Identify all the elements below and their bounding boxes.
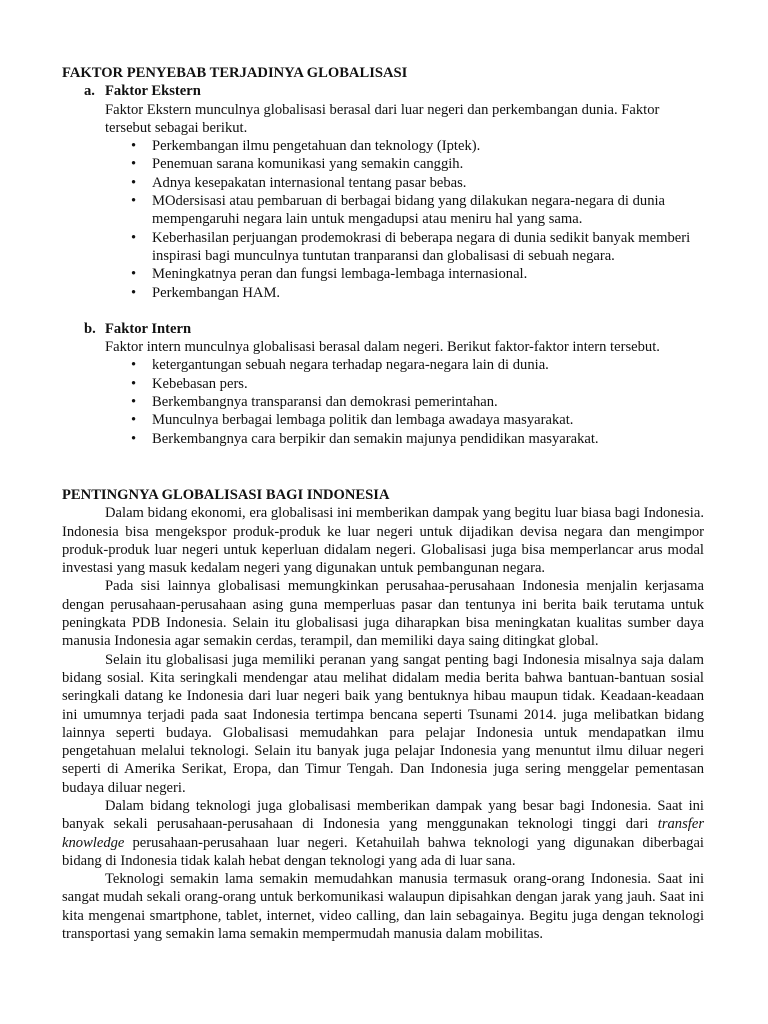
list-item: • Kebebasan pers. bbox=[131, 375, 248, 392]
list-item: • Adnya kesepakatan internasional tentang pasar bebas. bbox=[131, 174, 467, 191]
subheading-letter: a. bbox=[84, 83, 95, 100]
bullet-icon: • bbox=[131, 266, 137, 283]
list-item: • Perkembangan HAM. bbox=[131, 284, 281, 301]
list-item: • Penemuan sarana komunikasi yang semakin canggih. bbox=[131, 156, 464, 173]
ekstern-intro: Faktor Ekstern munculnya globalisasi berasal dari luar negeri dan perkembangan dunia. Faktor tersebut sebagai berikut. bbox=[105, 101, 660, 136]
subheading-letter: b. bbox=[84, 320, 96, 337]
paragraph-kerjasama: Pada sisi lainnya globalisasi memungkinkan perusahaa-perusahaan Indonesia menjalin kerjasama dengan perusahaan-perusahaan asing guna memperluas pasar dan tentunya ini berita baik terutama untuk peningkata PDB Indonesia. Selain itu globalisasi juga diharapkan bisa meningkatan kualitas sumber daya manusia Indonesia agar semakin cerdas, terampil, dan memiliki daya saing ditingkat global. bbox=[62, 578, 704, 650]
bullet-icon: • bbox=[131, 394, 137, 411]
paragraph-komunikasi: Teknologi semakin lama semakin memudahkan manusia termasuk orang-orang Indonesia. Saat ini sangat mudah sekali orang-orang untuk berkomunikasi walaupun dipisahkan dengan jarak yang jauh. Saat ini kita mengenai smartphone, tablet, internet, video calling, dan lain sebagainya. Begitu juga dengan teknologi transportasi yang semakin lama semakin mempermudah manusia dalam mobilitas. bbox=[62, 871, 704, 943]
ekstern-list bbox=[105, 137, 704, 302]
list-item: • Keberhasilan perjuangan prodemokrasi di beberapa negara di dunia sedikit banyak memberi inspirasi bagi munculnya tuntutan tranparansi dan globalisasi di sebuah negara. bbox=[131, 229, 691, 264]
paragraph-ekonomi: Dalam bidang ekonomi, era globalisasi ini memberikan dampak yang begitu luar biasa bagi Indonesia. Indonesia bisa mengekspor produk-produk ke luar negeri untuk dijadikan devisa negara dan mengimpor produk-produk luar negeri untuk keperluan didalam negeri. Globalisasi juga bisa memperlancar arus modal investasi yang masuk kedalam negeri yang digunakan untuk pembangunan negara. bbox=[62, 505, 704, 577]
bullet-icon: • bbox=[131, 412, 137, 429]
bullet-icon: • bbox=[131, 430, 137, 447]
spacer bbox=[62, 448, 704, 467]
bullet-icon: • bbox=[131, 156, 137, 173]
list-item: • Meningkatnya peran dan fungsi lembaga-lembaga internasional. bbox=[131, 266, 528, 283]
subheading-ekstern bbox=[84, 82, 704, 100]
list-item: • Berkembangnya cara berpikir dan semakin majunya pendidikan masyarakat. bbox=[131, 430, 599, 447]
document-page bbox=[62, 64, 704, 943]
list-item: • Munculnya berbagai lembaga politik dan lembaga awadaya masyarakat. bbox=[131, 412, 574, 429]
bullet-icon: • bbox=[131, 138, 137, 155]
bullet-icon: • bbox=[131, 357, 137, 374]
bullet-icon: • bbox=[131, 284, 137, 301]
intern-list bbox=[105, 356, 704, 447]
list-item: • Berkembangnya transparansi dan demokrasi pemerintahan. bbox=[131, 394, 498, 411]
list-item: • Perkembangan ilmu pengetahuan dan teknology (Iptek). bbox=[131, 138, 481, 155]
spacer bbox=[62, 467, 704, 486]
italic-term: transfer knowledge bbox=[62, 816, 704, 851]
section-title-pentingnya: PENTINGNYA GLOBALISASI BAGI INDONESIA bbox=[62, 486, 390, 503]
bullet-icon: • bbox=[131, 229, 137, 246]
list-item: • ketergantungan sebuah negara terhadap negara-negara lain di dunia. bbox=[131, 357, 549, 374]
subheading-text: Faktor Ekstern bbox=[105, 83, 201, 100]
spacer bbox=[62, 302, 704, 320]
intern-intro: Faktor intern munculnya globalisasi berasal dalam negeri. Berikut faktor-faktor intern tersebut. bbox=[105, 339, 660, 356]
paragraph-teknologi: Dalam bidang teknologi juga globalisasi memberikan dampak yang besar bagi Indonesia. Saat ini banyak sekali perusahaan-perusahaan di Indonesia yang menggunakan teknologi tinggi dari transfer knowledge perusahaan-perusahaan luar negeri. Ketahuilah bahwa teknologi yang digunakan diberbagai bidang di Indonesia tidak kalah hebat dengan teknologi yang ada di luar sana. bbox=[62, 797, 704, 869]
subheading-intern bbox=[84, 320, 704, 338]
section-title-faktor: FAKTOR PENYEBAB TERJADINYA GLOBALISASI bbox=[62, 65, 408, 81]
bullet-icon: • bbox=[131, 375, 137, 392]
bullet-icon: • bbox=[131, 193, 137, 210]
paragraph-sosial: Selain itu globalisasi juga memiliki peranan yang sangat penting bagi Indonesia misalnya saja dalam bidang sosial. Kita seringkali mendengar atau melihat didalam media berita bahwa bantuan-bantuan sosial seringkali datang ke Indonesia dari luar negeri baik yang bentuknya hibau maupun tidak. Keadaan-keadaan ini umumnya terjadi pada saat Indonesia tertimpa bencana seperti Tsunami 2014. juga melibatkan bidang lainnya seperti budaya. Globalisasi memudahkan para pelajar Indonesia untuk mendapatkan ilmu pengetahuan melalui teknologi. Selain itu banyak juga pelajar Indonesia yang menuntut ilmu diluar negeri seperti di Amerika Serikat, Eropa, dan Timur Tengah. Dan Indonesia juga sering menggelar pementasan budaya diluar negeri. bbox=[62, 651, 704, 796]
subheading-text: Faktor Intern bbox=[105, 320, 192, 337]
section-pentingnya bbox=[62, 486, 704, 943]
list-item: • MOdersisasi atau pembaruan di berbagai bidang yang dilakukan negara-negara di dunia mempengaruhi negara lain untuk mengadupsi atau meniru hal yang sama. bbox=[131, 193, 666, 228]
bullet-icon: • bbox=[131, 174, 137, 191]
